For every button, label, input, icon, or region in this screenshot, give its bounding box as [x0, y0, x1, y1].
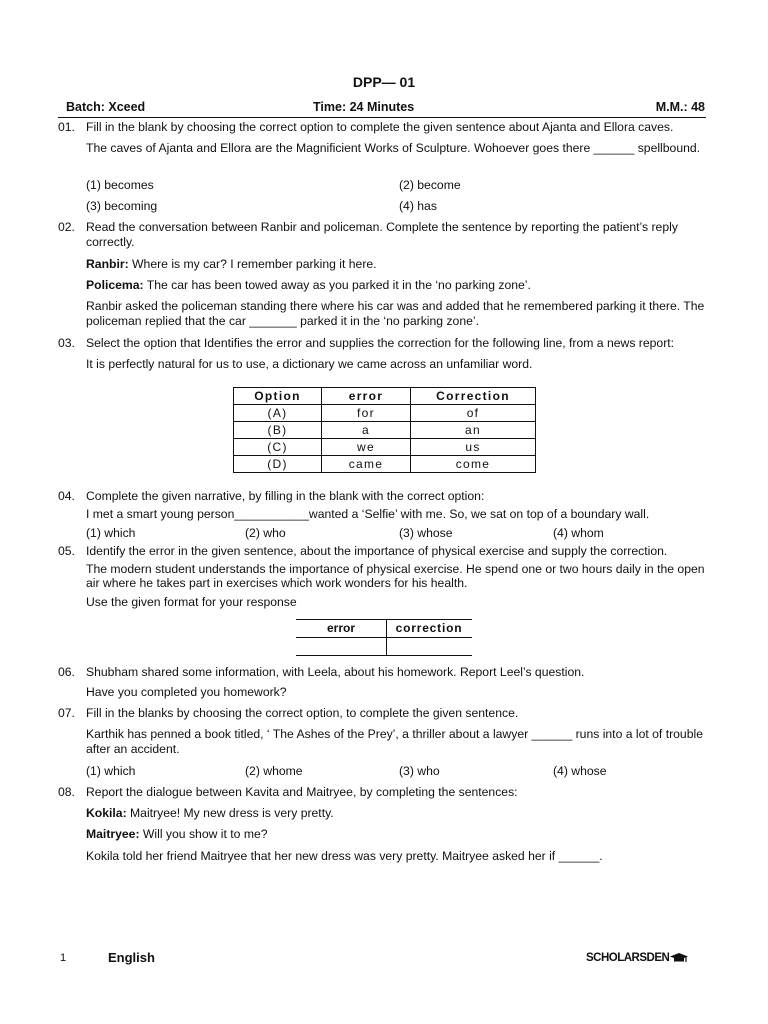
- q6-sentence: Have you completed you homework?: [86, 685, 287, 699]
- table-cell: a: [322, 422, 411, 439]
- question-text: Fill in the blank by choosing the correct option to complete the given sentence about Ajanta and Ellora caves.: [86, 120, 674, 134]
- question-number: 04.: [58, 489, 75, 503]
- table-rule: [296, 655, 472, 656]
- q1-option-3: (3) becoming: [86, 199, 158, 213]
- q5-format-note: Use the given format for your response: [86, 595, 297, 609]
- q4-sentence: I met a smart young person___________wanted a ‘Selfie’ with me. So, we sat on top of a boundary wall.: [86, 507, 650, 521]
- question-text: Identify the error in the given sentence, about the importance of physical exercise and supply the correction.: [86, 544, 668, 558]
- question-number: 08.: [58, 785, 75, 799]
- brand-name: SCHOLARSDEN: [586, 952, 670, 964]
- dialogue-text: The car has been towed away as you parked it in the ‘no parking zone’.: [143, 278, 531, 292]
- table-header-cell: Option: [234, 388, 322, 405]
- q1-option-2: (2) become: [399, 178, 461, 192]
- table-cell: us: [411, 439, 536, 456]
- page-number: 1: [60, 952, 67, 964]
- q5-response-table: [296, 619, 472, 655]
- speaker-label: Maitryee:: [86, 827, 140, 841]
- subject-label: English: [108, 950, 155, 965]
- q8-report: Kokila told her friend Maitryee that her new dress was very pretty. Maitryee asked her if ______.: [86, 849, 603, 863]
- table-header-cell: error: [326, 621, 355, 635]
- table-cell: we: [322, 439, 411, 456]
- question-number: 07.: [58, 706, 75, 720]
- q3-options-table: [233, 387, 536, 473]
- table-header-row: [234, 388, 536, 405]
- brand-logo: [586, 951, 689, 966]
- q8-dialogue-1: [86, 806, 706, 821]
- dialogue-text: Maitryee! My new dress is very pretty.: [126, 806, 334, 820]
- q5-sentence: The modern student understands the importance of physical exercise. He spend one or two hours daily in the open air where he takes part in exercises which work wonders for his health.: [86, 562, 705, 590]
- q7-sentence: Karthik has penned a book titled, ‘ The Ashes of the Prey’, a thriller about a lawyer ______ runs into a lot of trouble after an accident.: [86, 727, 703, 756]
- table-cell: come: [411, 456, 536, 473]
- q7-option-1: (1) which: [86, 764, 136, 778]
- q2-dialogue-2: [86, 278, 706, 293]
- q7-option-2: (2) whome: [245, 764, 303, 778]
- page-title: DPP— 01: [352, 74, 416, 90]
- table-cell: (A): [234, 405, 322, 422]
- table-cell: for: [322, 405, 411, 422]
- q2-report: Ranbir asked the policeman standing there where his car was and added that he remembered parking it there. The policeman replied that the car _______ parked it in the ‘no parking zone’.: [86, 299, 705, 328]
- table-row: [234, 439, 536, 456]
- q4-option-2: (2) who: [245, 526, 286, 540]
- table-header-cell: correction: [395, 621, 463, 635]
- marks-label: M.M.: 48: [655, 100, 705, 114]
- speaker-label: Ranbir:: [86, 257, 129, 271]
- question-text: Select the option that Identifies the error and supplies the correction for the following line, from a news report:: [86, 336, 675, 350]
- question-text: Complete the given narrative, by filling in the blank with the correct option:: [86, 489, 485, 503]
- header-bar: [58, 97, 706, 118]
- table-row: [234, 456, 536, 473]
- question-text: Shubham shared some information, with Leela, about his homework. Report Leel’s question.: [86, 665, 585, 679]
- q1-option-1: (1) becomes: [86, 178, 154, 192]
- question-number: 01.: [58, 120, 75, 134]
- q1-sentence: The caves of Ajanta and Ellora are the Magnificient Works of Sculpture. Wohoever goes there ______ spellbound.: [86, 141, 701, 155]
- question-text: Report the dialogue between Kavita and Maitryee, by completing the sentences:: [86, 785, 518, 799]
- question-text: Read the conversation between Ranbir and policeman. Complete the sentence by reporting the patient’s reply correctly.: [86, 220, 678, 249]
- table-row: [234, 405, 536, 422]
- q3-line: It is perfectly natural for us to use, a dictionary we came across an unfamiliar word.: [86, 357, 533, 371]
- q7-option-4: (4) whose: [553, 764, 607, 778]
- speaker-label: Kokila:: [86, 806, 127, 820]
- question-number: 06.: [58, 665, 75, 679]
- q2-dialogue-1: [86, 257, 706, 272]
- dialogue-text: Where is my car? I remember parking it here.: [128, 257, 377, 271]
- q4-option-3: (3) whose: [399, 526, 453, 540]
- question-number: 03.: [58, 336, 75, 350]
- table-row: [234, 422, 536, 439]
- question-text: Fill in the blanks by choosing the correct option, to complete the given sentence.: [86, 706, 519, 720]
- batch-label: Batch: Xceed: [66, 100, 146, 114]
- question-number: 05.: [58, 544, 75, 558]
- time-label: Time: 24 Minutes: [313, 100, 415, 114]
- q1-option-4: (4) has: [399, 199, 437, 213]
- question-number: 02.: [58, 220, 75, 234]
- table-cell: (B): [234, 422, 322, 439]
- table-header-cell: Correction: [411, 388, 536, 405]
- table-cell: of: [411, 405, 536, 422]
- speaker-label: Policema:: [86, 278, 144, 292]
- graduation-cap-icon: [669, 952, 689, 963]
- q4-option-4: (4) whom: [553, 526, 604, 540]
- table-cell: (C): [234, 439, 322, 456]
- table-rule: [296, 619, 472, 620]
- table-cell: (D): [234, 456, 322, 473]
- table-rule: [296, 637, 472, 638]
- table-cell: an: [411, 422, 536, 439]
- q4-option-1: (1) which: [86, 526, 136, 540]
- q7-option-3: (3) who: [399, 764, 440, 778]
- dialogue-text: Will you show it to me?: [139, 827, 268, 841]
- table-header-cell: error: [322, 388, 411, 405]
- q8-dialogue-2: [86, 827, 706, 842]
- table-cell: came: [322, 456, 411, 473]
